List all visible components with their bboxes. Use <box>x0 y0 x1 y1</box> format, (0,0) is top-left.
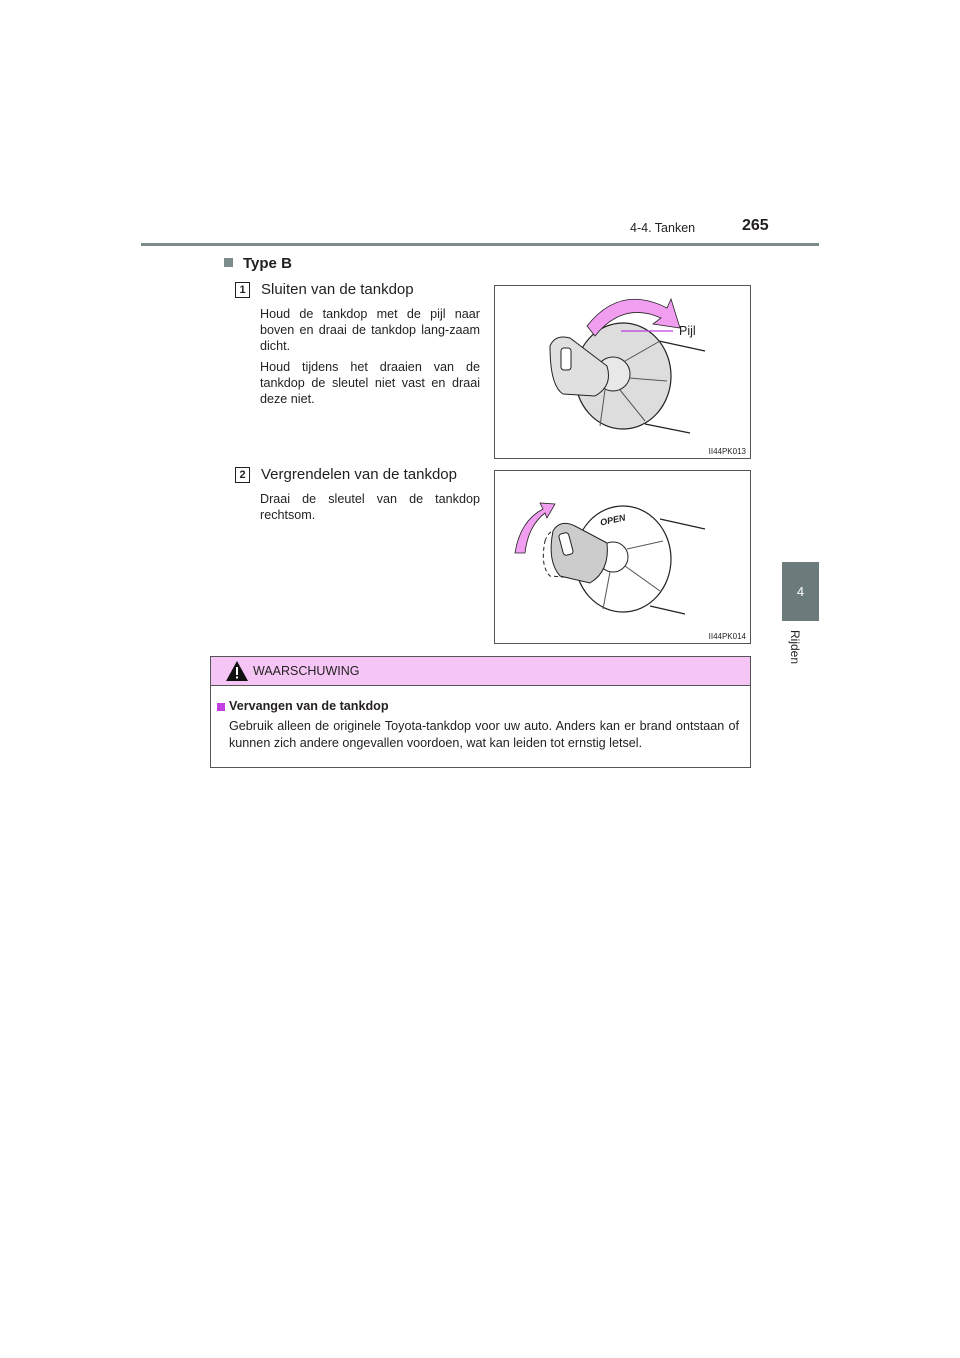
chapter-label: Rijden <box>788 629 802 665</box>
step-title: Sluiten van de tankdop <box>261 281 414 298</box>
warning-header <box>211 657 750 686</box>
figure-code: II44PK013 <box>708 447 746 456</box>
page-number: 265 <box>742 217 769 234</box>
warning-subtitle: Vervangen van de tankdop <box>229 699 389 713</box>
chapter-tab[interactable]: 4 <box>782 562 819 621</box>
warning-title: WAARSCHUWING <box>253 664 360 678</box>
step-number: 2 <box>235 467 250 483</box>
bullet-square-icon <box>224 258 233 267</box>
warning-box <box>210 656 751 768</box>
step-number: 1 <box>235 282 250 298</box>
step-paragraph: Houd de tankdop met de pijl naar boven en draai de tankdop lang-zaam dicht. <box>260 307 480 353</box>
step-paragraph: Houd tijdens het draaien van de tankdop de sleutel niet vast en draai deze niet. <box>260 360 480 406</box>
warning-body: Gebruik alleen de originele Toyota-tankdop voor uw auto. Anders kan er brand ontstaan of kunnen zich andere ongevallen voordoen, wat kan leiden tot ernstig letsel. <box>229 719 739 750</box>
fuel-cap-key-illustration <box>495 471 750 643</box>
figure-callout: Pijl <box>679 324 696 338</box>
fuel-cap-illustration <box>495 286 750 458</box>
header-divider <box>141 243 819 246</box>
warning-triangle-icon <box>225 660 249 682</box>
figure-close-cap <box>494 285 751 459</box>
figure-code: II44PK014 <box>708 632 746 641</box>
figure-lock-cap <box>494 470 751 644</box>
step-paragraph: Draai de sleutel van de tankdop rechtsom. <box>260 492 480 522</box>
bullet-square-icon <box>217 703 225 711</box>
header-section: 4-4. Tanken <box>630 221 696 235</box>
figure-label: OPEN <box>599 512 627 528</box>
section-title: Type B <box>243 255 292 272</box>
step-title: Vergrendelen van de tankdop <box>261 466 457 483</box>
